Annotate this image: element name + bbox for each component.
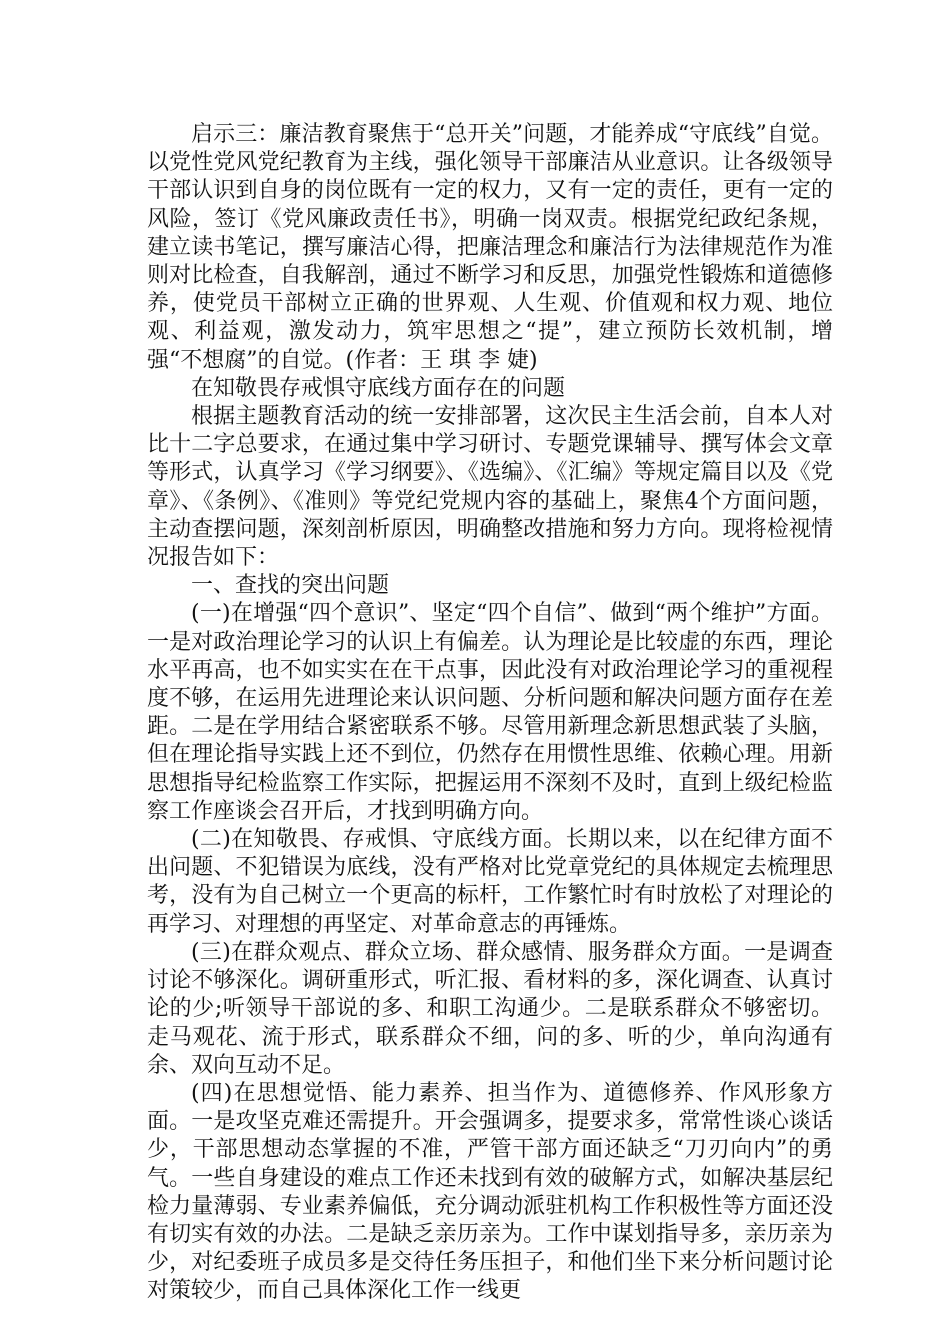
- paragraph-item-two: (二)在知敬畏、存戒惧、守底线方面。长期以来，以在纪律方面不出问题、不犯错误为底线，没有严格对比党章党纪的具体规定去梳理思考，没有为自己树立一个更高的标杆，工作繁忙时有时放松了对理论的再学习、对理想的再坚定、对革命意志的再锤炼。: [147, 827, 833, 937]
- paragraph-introduction: 根据主题教育活动的统一安排部署，这次民主生活会前，自本人对比十二字总要求，在通过集中学习研讨、专题党课辅导、撰写体会文章等形式，认真学习《学习纲要》、《选编》、《汇编》等规定篇目以及《党章》、《条例》、《准则》等党纪党规内容的基础上，聚焦4个方面问题，主动查摆问题，深刻剖析原因，明确整改措施和努力方向。现将检视情况报告如下：: [147, 404, 833, 571]
- paragraph-item-one: (一)在增强“四个意识”、坚定“四个自信”、做到“两个维护”方面。一是对政治理论学习的认识上有偏差。认为理论是比较虚的东西，理论水平再高，也不如实实在在干点事，因此没有对政治理论学习的重视程度不够，在运用先进理论来认识问题、分析问题和解决问题方面存在差距。二是在学用结合紧密联系不够。尽管用新理念新思想武装了头脑，但在理论指导实践上还不到位，仍然存在用惯性思维、依赖心理。用新思想指导纪检监察工作实际，把握运用不深刻不及时，直到上级纪检监察工作座谈会召开后，才找到明确方向。: [147, 601, 833, 824]
- paragraph-item-three: (三)在群众观点、群众立场、群众感情、服务群众方面。一是调查讨论不够深化。调研重形式，听汇报、看材料的多，深化调查、认真讨论的少;听领导干部说的多、和职工沟通少。二是联系群众不够密切。走马观花、流于形式，联系群众不细，问的多、听的少，单向沟通有余、双向互动不足。: [147, 939, 833, 1078]
- paragraph-revelation-three: 启示三：廉洁教育聚焦于“总开关”问题，才能养成“守底线”自觉。以党性党风党纪教育为主线，强化领导干部廉洁从业意识。让各级领导干部认识到自身的岗位既有一定的权力，又有一定的责任，更有一定的风险，签订《党风廉政责任书》，明确一岗双责。根据党纪政纪条规，建立读书笔记，撰写廉洁心得，把廉洁理念和廉洁行为法律规范作为准则对比检查，自我解剖，通过不断学习和反思，加强党性锻炼和道德修养，使党员干部树立正确的世界观、人生观、价值观和权力观、地位观、利益观，激发动力，筑牢思想之“提”，建立预防长效机制，增强“不想腐”的自觉。(作者：王 琪 李 婕): [147, 122, 833, 373]
- paragraph-item-four: (四)在思想觉悟、能力素养、担当作为、道德修养、作风形象方面。一是攻坚克难还需提升。开会强调多，提要求多，常常性谈心谈话少，干部思想动态掌握的不准，严管干部方面还缺乏“刀刃向内”的勇气。一些自身建设的难点工作还未找到有效的破解方式，如解决基层纪检力量薄弱、专业素养偏低，充分调动派驻机构工作积极性等方面还没有切实有效的办法。二是缺乏亲历亲为。工作中谋划指导多，亲历亲为少，对纪委班子成员多是交待任务压担子，和他们坐下来分析问题讨论对策较少，而自己具体深化工作一线更: [147, 1080, 833, 1304]
- document-page: [147, 121, 833, 1306]
- section-title-outstanding-problems: 一、查找的突出问题: [191, 573, 390, 599]
- section-heading-problems: 在知敬畏存戒惧守底线方面存在的问题: [191, 375, 566, 401]
